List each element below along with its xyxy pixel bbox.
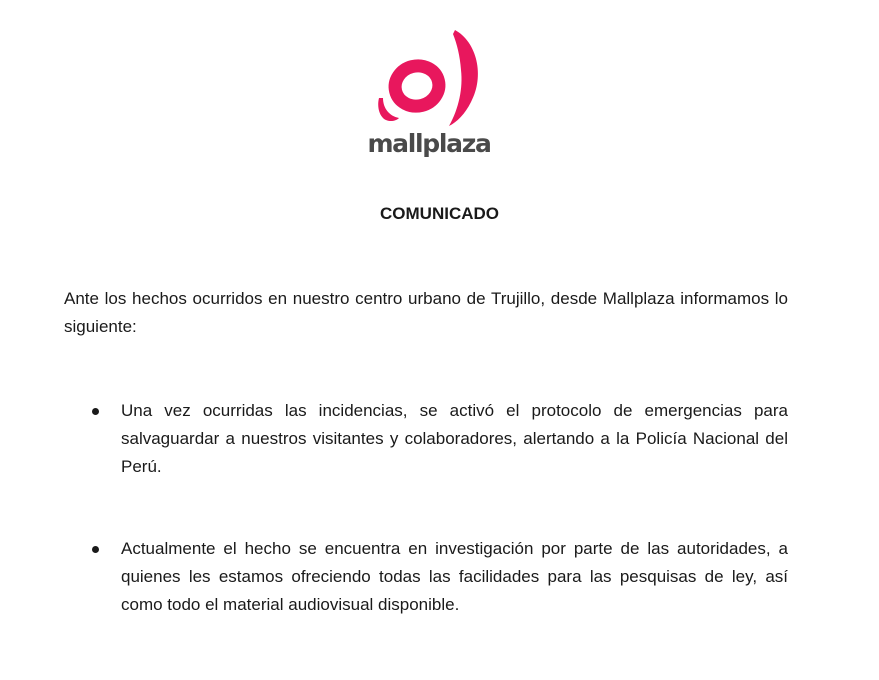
mallplaza-logo-mark-icon bbox=[369, 26, 489, 128]
list-item-text: Actualmente el hecho se encuentra en investigación por parte de las autoridades, a quienes les estamos ofreciendo todas las facilidades para las pesquisas de ley, así como todo el material audiovisual disponible. bbox=[121, 539, 788, 614]
mallplaza-logo bbox=[365, 26, 493, 164]
list-item bbox=[64, 535, 788, 619]
list-item bbox=[64, 397, 788, 481]
document-title: COMUNICADO bbox=[380, 204, 499, 223]
intro-paragraph: Ante los hechos ocurridos en nuestro centro urbano de Trujillo, desde Mallplaza informamos lo siguiente: bbox=[64, 289, 788, 336]
bullet-icon bbox=[92, 408, 99, 415]
mallplaza-wordmark: mallplaza bbox=[367, 129, 491, 158]
list-item-text: Una vez ocurridas las incidencias, se activó el protocolo de emergencias para salvaguardar a nuestros visitantes y colaboradores, alertando a la Policía Nacional del Perú. bbox=[121, 401, 788, 476]
bullet-icon bbox=[92, 546, 99, 553]
